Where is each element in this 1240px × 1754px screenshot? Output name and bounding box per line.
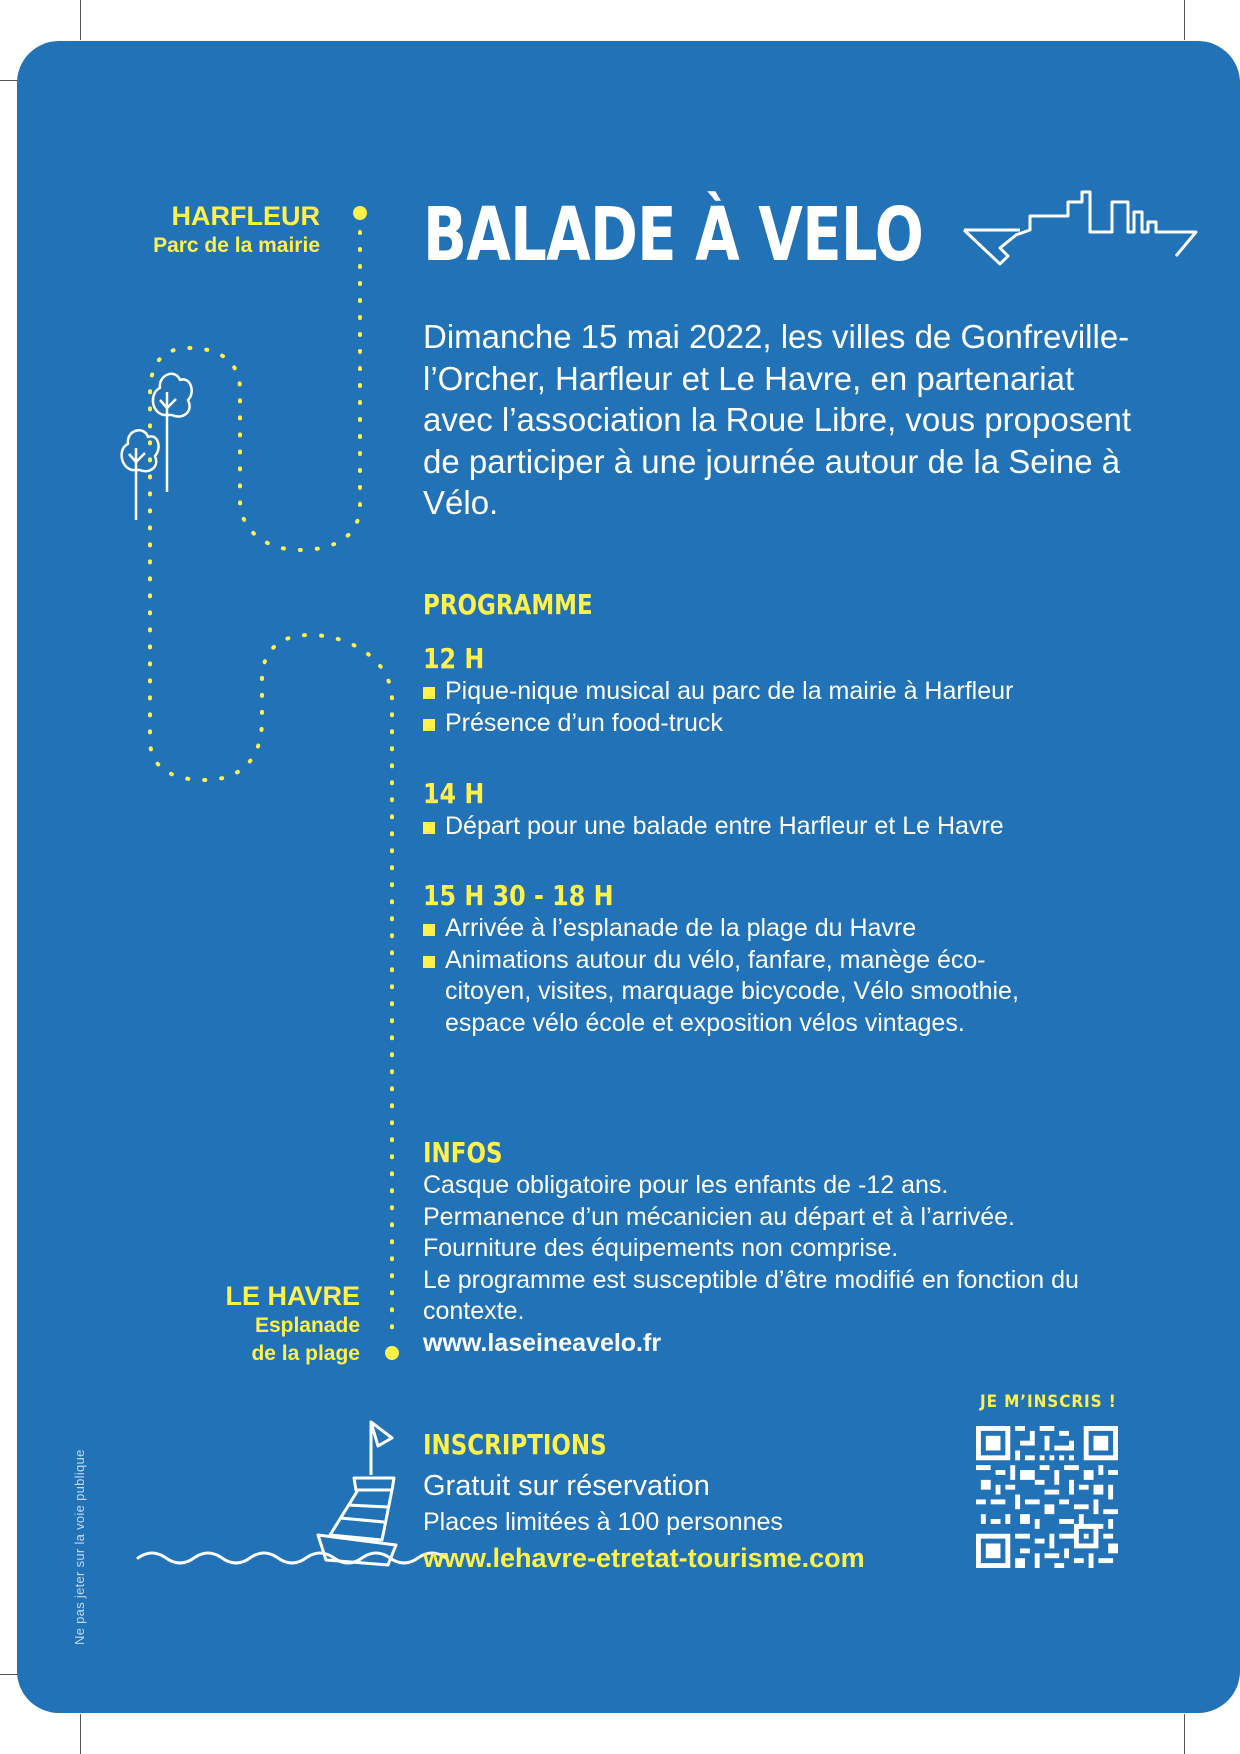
list-item [423,913,1023,945]
info-line: Le programme est susceptible d’être modifié en fonction du contexte. [423,1265,1079,1325]
end-town: LE HAVRE [225,1281,360,1311]
info-line: Casque obligatoire pour les enfants de -12 ans. [423,1171,949,1199]
crop-mark [80,0,81,40]
end-location [150,1280,360,1368]
bullet-square-icon [423,719,435,731]
inscriptions-website-link[interactable]: www.lehavre-etretat-tourisme.com [423,1543,865,1573]
inscriptions-line2: Places limitées à 100 personnes [423,1508,783,1536]
slot-time: 15 H 30 - 18 H [423,879,614,912]
slot-time: 14 H [423,777,485,810]
item-text: Départ pour une balade entre Harfleur et Le Havre [445,812,1004,840]
end-place-line2: de la plage [251,1342,360,1365]
start-place: Parc de la mairie [153,234,320,257]
list-item [423,811,1163,843]
inscriptions-heading: INSCRIPTIONS [423,1428,607,1461]
bullet-square-icon [423,924,435,936]
crop-mark [1184,1714,1185,1754]
legal-note: Ne pas jeter sur la voie publique [72,1449,87,1645]
item-text: Pique-nique musical au parc de la mairie à Harfleur [445,677,1014,705]
intro-paragraph: Dimanche 15 mai 2022, les villes de Gonfreville-l’Orcher, Harfleur et Le Havre, en partenariat avec l’association la Roue Libre, vous proposent de participer à une journée autour de la Seine à Vélo. [423,318,1132,521]
infos-list [423,1170,1163,1359]
crop-mark [80,1714,81,1754]
bullet-square-icon [423,822,435,834]
programme-heading: PROGRAMME [423,588,593,621]
list-item [423,945,1023,1040]
slot-items [423,676,1163,739]
qr-code[interactable] [976,1426,1118,1568]
list-item [423,676,1163,708]
start-town: HARFLEUR [171,201,320,231]
bullet-square-icon [423,687,435,699]
item-text: Arrivée à l’esplanade de la plage du Havre [445,914,917,942]
bullet-square-icon [423,956,435,968]
slot-time: 12 H [423,642,485,675]
infos-website-link[interactable]: www.laseineavelo.fr [423,1328,662,1357]
infos-heading: INFOS [423,1136,503,1169]
start-location [110,200,320,260]
info-line: Permanence d’un mécanicien au départ et à l’arrivée. [423,1202,1016,1231]
crop-mark [1184,0,1185,40]
slot-items [423,811,1163,843]
inscriptions-line1: Gratuit sur réservation [423,1470,710,1502]
qr-label: JE M’INSCRIS ! [980,1392,1117,1412]
poster-title: BALADE À VELO [423,192,924,278]
item-text: Animations autour du vélo, fanfare, manège éco-citoyen, visites, marquage bicycode, Vélo smoothie, espace vélo école et exposition vélos vintages. [445,945,1019,1037]
end-place-line1: Esplanade [254,1314,360,1337]
info-line: Fourniture des équipements non comprise. [423,1234,899,1262]
slot-items [423,913,1023,1039]
list-item [423,708,1163,740]
item-text: Présence d’un food-truck [445,708,723,737]
